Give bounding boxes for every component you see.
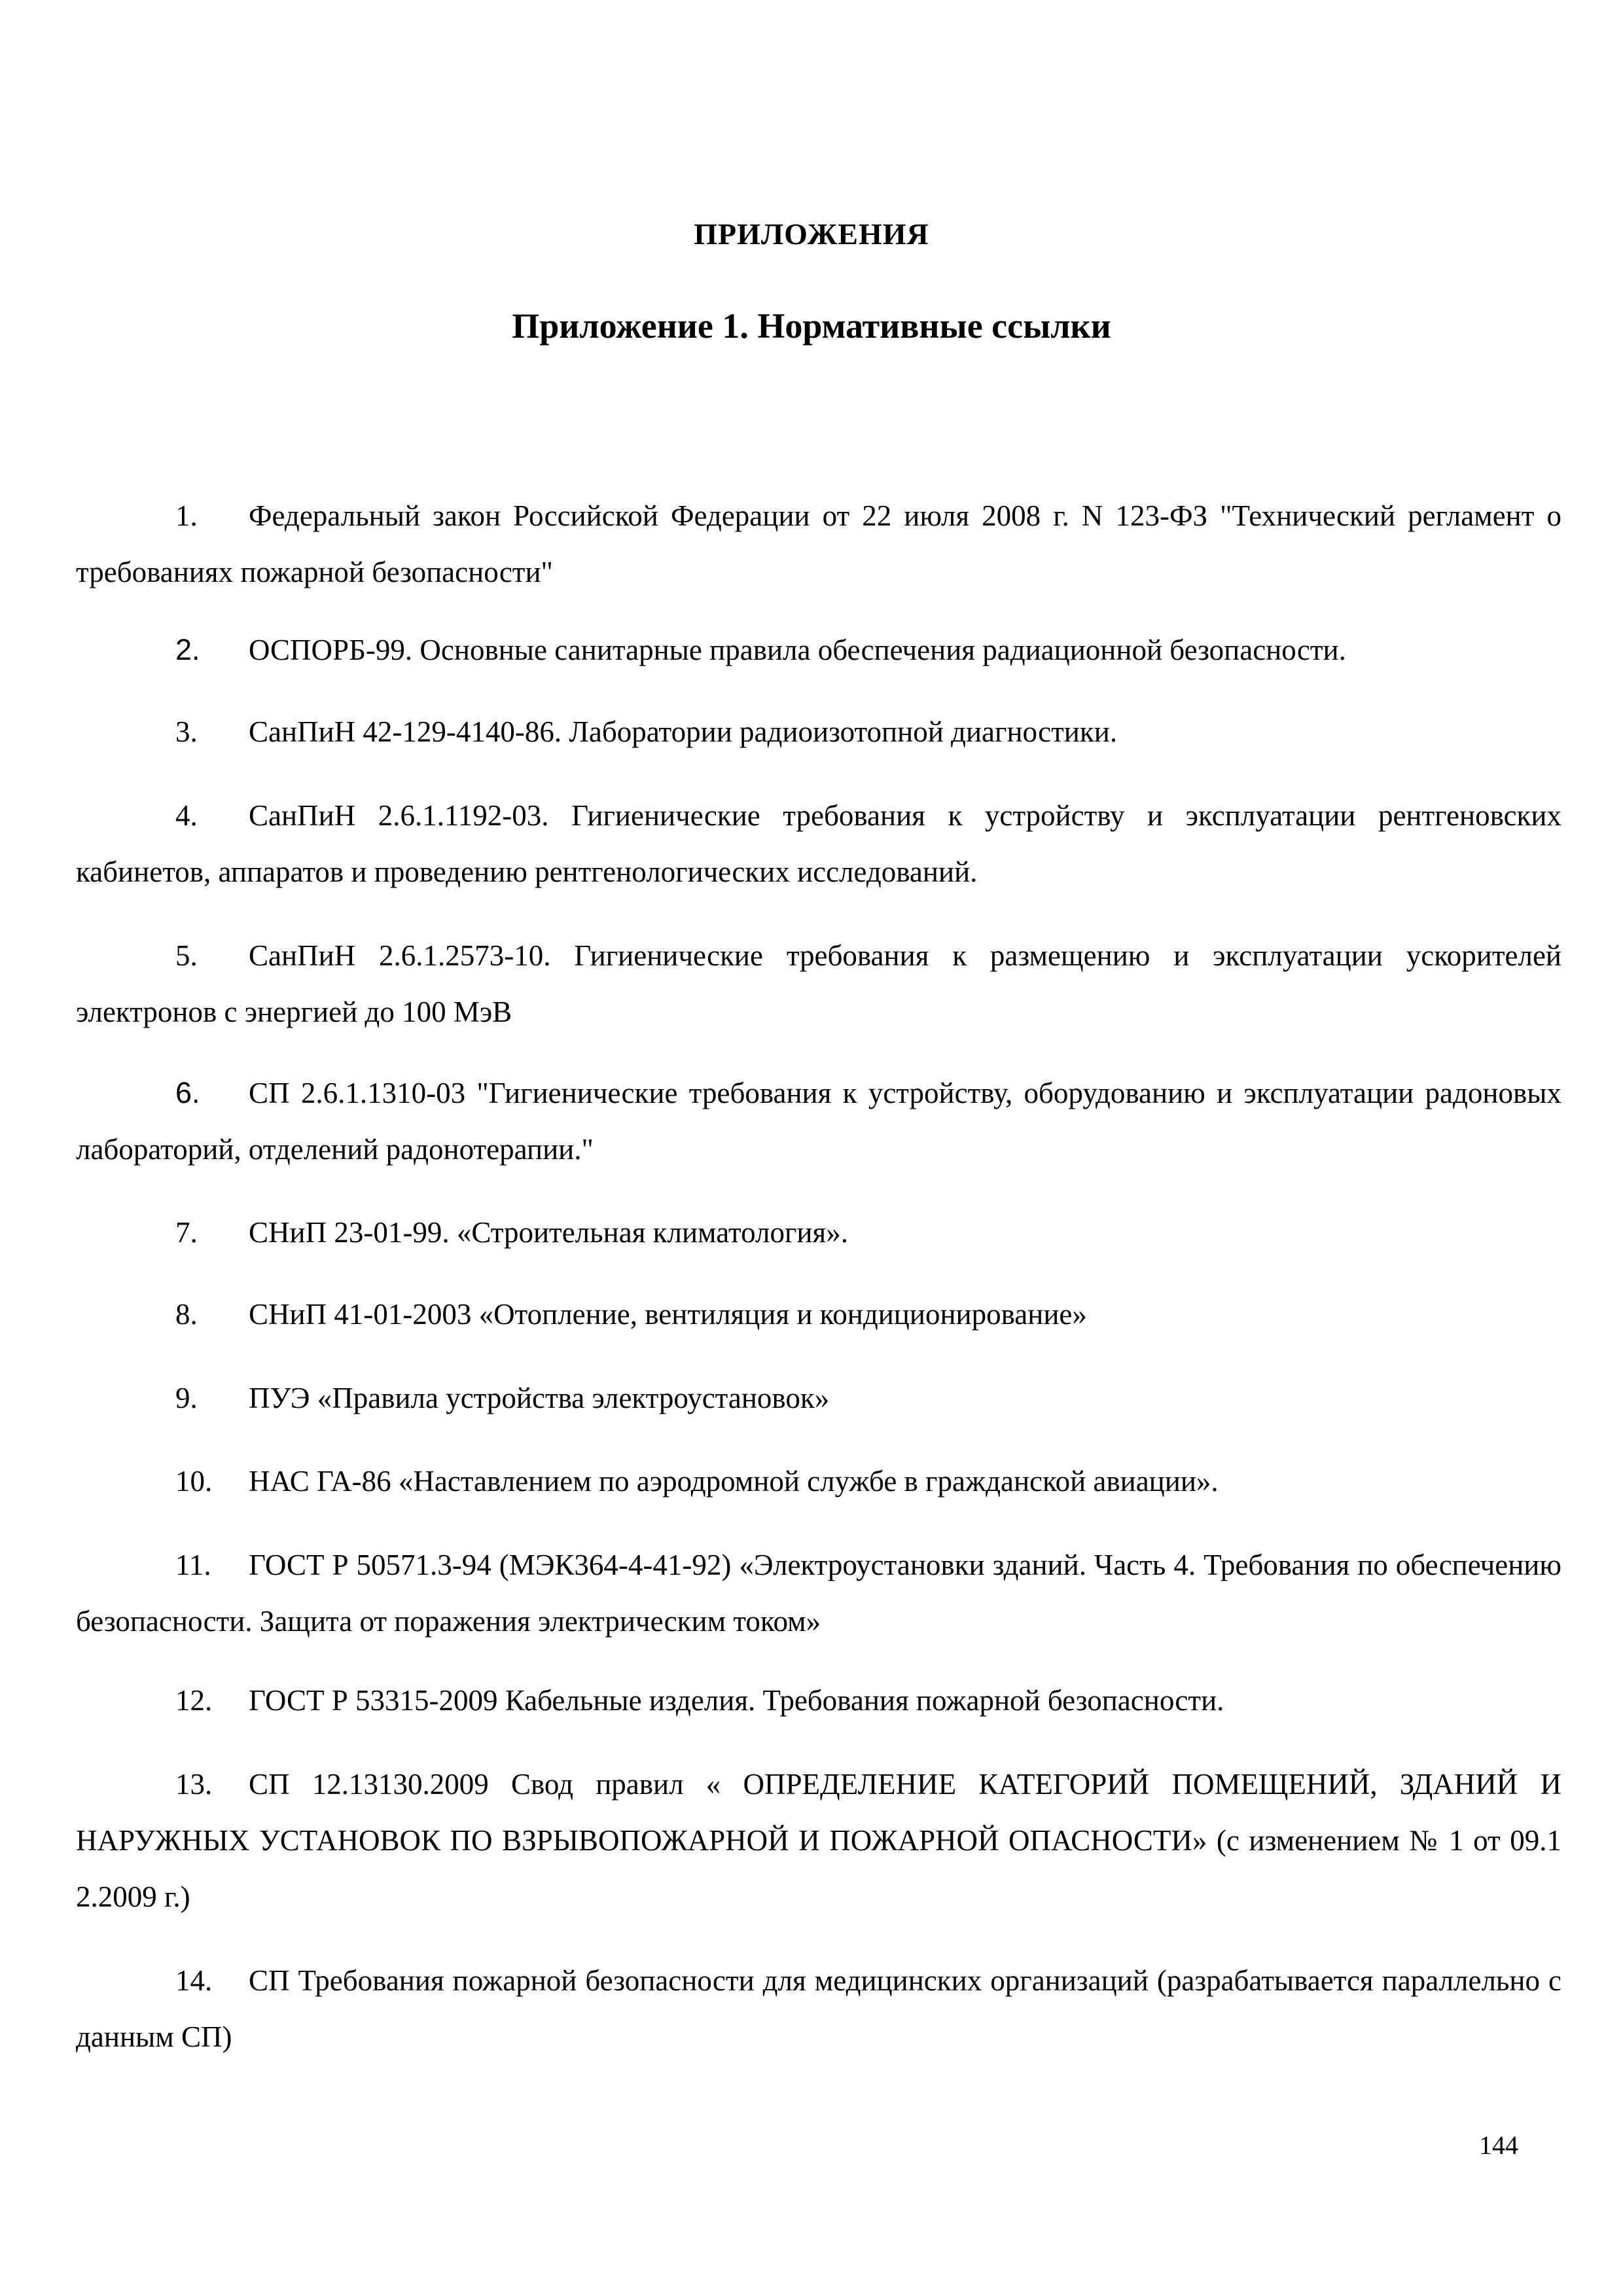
reference-number: 12.: [175, 1684, 213, 1717]
reference-number: 14.: [175, 1964, 213, 1997]
reference-item: [76, 1204, 1561, 1261]
reference-number: 5.: [175, 939, 198, 972]
reference-item: [76, 1370, 1561, 1426]
reference-text: СанПиН 42-129-4140-86. Лаборатории радиоизотопной диагностики.: [249, 715, 1118, 748]
reference-item: [76, 1453, 1561, 1509]
appendix-title: Приложение 1. Нормативные ссылки: [512, 306, 1111, 346]
reference-text: СНиП 41-01-2003 «Отопление, вентиляция и кондиционирование»: [249, 1298, 1087, 1331]
reference-number: 13.: [175, 1768, 213, 1801]
reference-text: СП 12.13130.2009 Свод правил « ОПРЕДЕЛЕНИЕ КАТЕГОРИЙ ПОМЕЩЕНИЙ, ЗДАНИЙ И НАРУЖНЫХ УСТАНОВОК ПО ВЗРЫВОПОЖАРНОЙ И ПОЖАРНОЙ ОПАСНОСТИ» (с изменением № 1 от 09.1 2.2009 г.): [76, 1768, 1561, 1913]
reference-number: 1.: [175, 499, 198, 532]
reference-text: ОСПОРБ-99. Основные санитарные правила обеспечения радиационной безопасности.: [249, 634, 1346, 666]
page-number: 144: [1479, 2130, 1518, 2160]
reference-item: [76, 1065, 1561, 1177]
reference-text: СП Требования пожарной безопасности для медицинских организаций (разрабатывается параллельно с данным СП): [76, 1964, 1561, 2053]
reference-number: 3.: [175, 715, 198, 748]
section-title: ПРИЛОЖЕНИЯ: [694, 217, 929, 251]
reference-item: [76, 1756, 1561, 1925]
reference-item: [76, 1537, 1561, 1649]
reference-text: НАС ГА-86 «Наставлением по аэродромной службе в гражданской авиации».: [249, 1465, 1219, 1498]
reference-text: ГОСТ Р 50571.3-94 (МЭК364-4-41-92) «Электроустановки зданий. Часть 4. Требования по обеспечению безопасности. Защита от поражения электрическим током»: [76, 1549, 1561, 1638]
reference-text: ПУЭ «Правила устройства электроустановок»: [249, 1382, 830, 1414]
reference-item: [76, 622, 1561, 678]
reference-number: 7.: [175, 1216, 198, 1249]
reference-text: СНиП 23-01-99. «Строительная климатология».: [249, 1216, 848, 1249]
reference-item: [76, 1672, 1561, 1729]
reference-text: ГОСТ Р 53315-2009 Кабельные изделия. Требования пожарной безопасности.: [249, 1684, 1224, 1717]
reference-text: СанПиН 2.6.1.2573-10. Гигиенические требования к размещению и эксплуатации ускорителей электронов с энергией до 100 МэВ: [76, 939, 1561, 1028]
reference-number: 2.: [175, 633, 200, 666]
reference-item: [76, 704, 1561, 760]
reference-number: 6.: [175, 1076, 200, 1109]
reference-number: 9.: [175, 1382, 198, 1414]
reference-item: [76, 927, 1561, 1040]
reference-number: 10.: [175, 1465, 213, 1498]
reference-item: [76, 488, 1561, 600]
reference-text: СанПиН 2.6.1.1192-03. Гигиенические требования к устройству и эксплуатации рентгеновских кабинетов, аппаратов и проведению рентгенологических исследований.: [76, 799, 1561, 888]
reference-text: Федеральный закон Российской Федерации от 22 июля 2008 г. N 123-ФЗ "Технический регламент о требованиях пожарной безопасности": [76, 499, 1561, 588]
reference-number: 8.: [175, 1298, 198, 1331]
reference-number: 4.: [175, 799, 198, 832]
reference-item: [76, 787, 1561, 900]
reference-number: 11.: [175, 1549, 211, 1581]
reference-item: [76, 1952, 1561, 2065]
reference-item: [76, 1286, 1561, 1342]
reference-text: СП 2.6.1.1310-03 "Гигиенические требования к устройству, оборудованию и эксплуатации радоновых лабораторий, отделений радонотерапии.": [76, 1077, 1561, 1166]
